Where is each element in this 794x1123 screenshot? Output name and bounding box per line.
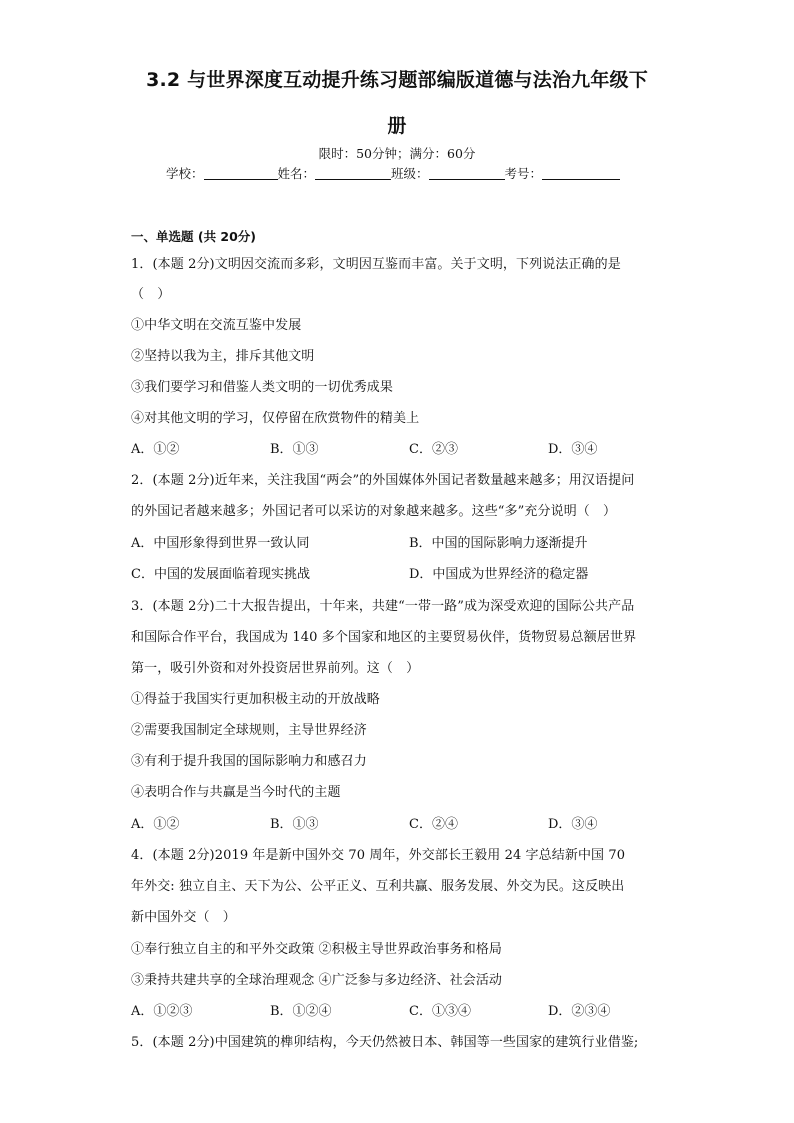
document-title-line2: 册 [387,115,407,137]
q2-option-a[interactable]: A．中国形象得到世界一致认同 [131,536,310,551]
q3-item-3: ③有利于提升我国的国际影响力和感召力 [131,754,367,769]
document-title-line1: 3.2 与世界深度互动提升练习题部编版道德与法治九年级下 [146,69,648,91]
q4-item-line1: ①奉行独立自主的和平外交政策 ②积极主导世界政治事务和格局 [131,942,503,957]
q1-stem-line2: （ ） [131,287,171,302]
q2-option-c[interactable]: C．中国的发展面临着现实挑战 [131,567,310,582]
q4-option-c[interactable]: C．①③④ [409,1004,471,1019]
q1-item-2: ②坚持以我为主，排斥其他文明 [131,349,315,364]
q2-option-d[interactable]: D．中国成为世界经济的稳定器 [409,567,589,582]
exam-number-blank[interactable] [542,167,620,180]
q3-item-2: ②需要我国制定全球规则，主导世界经济 [131,723,367,738]
q5-stem-line1: 5．(本题 2分)中国建筑的榫卯结构，今天仍然被日本、韩国等一些国家的建筑行业借鉴; [131,1035,639,1050]
q3-option-a[interactable]: A．①② [131,817,180,832]
q3-option-d[interactable]: D．③④ [548,817,598,832]
q3-stem-line2: 和国际合作平台，我国成为 140 多个国家和地区的主要贸易伙伴，货物贸易总额居世界 [131,630,637,645]
q3-stem-line1: 3．(本题 2分)二十大报告提出，十年来，共建“一带一路”成为深受欢迎的国际公共产品 [131,599,635,614]
exam-number-label: 考号： [504,166,543,181]
q3-item-1: ①得益于我国实行更加积极主动的开放战略 [131,692,380,707]
section-heading: 一、单选题 (共 20分) [131,229,257,244]
q1-stem-line1: 1．(本题 2分)文明因交流而多彩，文明因互鉴而丰富。关于文明，下列说法正确的是 [131,257,621,272]
school-blank[interactable] [204,167,278,180]
q3-stem-line3: 第一，吸引外资和对外投资居世界前列。这（ ） [131,661,420,676]
name-label: 姓名： [277,166,316,181]
q1-item-1: ①中华文明在交流互鉴中发展 [131,318,302,333]
class-label: 班级： [391,166,429,181]
q4-option-b[interactable]: B．①②④ [270,1004,332,1019]
q2-stem-line2: 的外国记者越来越多；外国记者可以采访的对象越来越多。这些“多”充分说明（ ） [131,504,617,519]
q4-stem-line1: 4．(本题 2分)2019 年是新中国外交 70 周年，外交部长王毅用 24 字总结新中国 70 [131,848,626,863]
q3-item-4: ④表明合作与共赢是当今时代的主题 [131,785,341,800]
school-label: 学校： [166,166,204,181]
q1-option-d[interactable]: D．③④ [548,442,598,457]
q1-option-c[interactable]: C．②③ [409,442,458,457]
q1-item-3: ③我们要学习和借鉴人类文明的一切优秀成果 [131,380,394,395]
q1-item-4: ④对其他文明的学习，仅停留在欣赏物件的精美上 [131,411,420,426]
student-info-line [166,166,636,182]
q4-stem-line3: 新中国外交（ ） [131,910,236,925]
class-blank[interactable] [429,167,505,180]
q1-option-b[interactable]: B．①③ [270,442,319,457]
time-limit: 限时：50分钟；满分：60分 [318,146,476,161]
q2-option-b[interactable]: B．中国的国际影响力逐渐提升 [409,536,588,551]
q3-option-b[interactable]: B．①③ [270,817,319,832]
q3-option-c[interactable]: C．②④ [409,817,458,832]
q4-option-a[interactable]: A．①②③ [131,1004,193,1019]
q1-option-a[interactable]: A．①② [131,442,180,457]
q4-item-line2: ③秉持共建共享的全球治理观念 ④广泛参与多边经济、社会活动 [131,973,503,988]
q2-stem-line1: 2．(本题 2分)近年来，关注我国“两会”的外国媒体外国记者数量越来越多；用汉语提问 [131,473,635,488]
q4-option-d[interactable]: D．②③④ [548,1004,611,1019]
name-blank[interactable] [315,167,391,180]
q4-stem-line2: 年外交: 独立自主、天下为公、公平正义、互利共赢、服务发展、外交为民。这反映出 [131,879,625,894]
